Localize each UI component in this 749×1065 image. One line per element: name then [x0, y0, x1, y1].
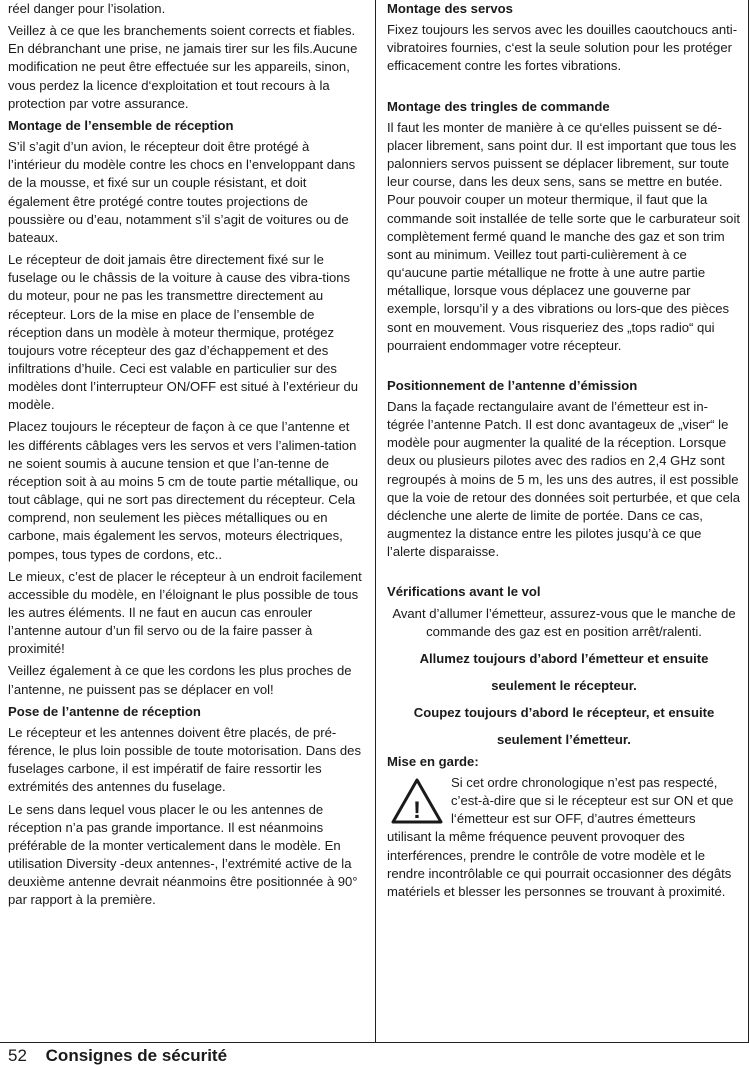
spacer	[387, 359, 741, 377]
column-divider	[375, 0, 376, 1042]
right-column	[387, 0, 741, 905]
instruction-bold: seulement l’émetteur.	[497, 731, 631, 747]
warning-triangle-icon	[391, 778, 443, 824]
page-footer	[8, 1047, 227, 1065]
instruction-bold: seulement le récepteur.	[491, 677, 637, 693]
section-heading-verifications: Vérifications avant le vol	[387, 584, 541, 600]
spacer	[387, 565, 741, 583]
paragraph: Le récepteur de doit jamais être directement fixé sur le fuselage ou le châssis de la voiture à cause des vibra-tions du moteur, pour ne pas les transmettre directement au récepteur. Lors de la mise en place de l’ensemble de réception dans un modèle à moteur thermique, protégez toujours votre récepteur des gaz d’échappement et des infiltrations d’huile. Ceci est valable en particulier sur des modèles dont l’interrupteur ON/OFF est situé à l’extérieur du modèle.	[8, 252, 359, 413]
section-heading-antenne: Pose de l’antenne de réception	[8, 703, 201, 719]
paragraph: Le sens dans lequel vous placer le ou les antennes de réception n’a pas grande importance. Il est néanmoins préférable de la monter verticalement dans le modèle. En utilisation Diversity -deux antennes-, l’extrémité active de la deuxième antenne devrait néanmoins être positionnée à 90° par rapport à la première.	[8, 801, 358, 908]
paragraph: Veillez également à ce que les cordons les plus proches de l’antenne, ne puissent pas se déplacer en vol!	[8, 663, 352, 697]
section-heading-tringles: Montage des tringles de commande	[387, 98, 610, 114]
section-heading-reception: Montage de l’ensemble de réception	[8, 117, 234, 133]
paragraph: Le récepteur et les antennes doivent être placés, de pré-férence, le plus loin possible de toute motorisation. Dans des fuselages carbone, il est impératif de faire ressortir les extrémités des antennes du fuselage.	[8, 724, 362, 795]
paragraph: Si cet ordre chronologique n’est pas respecté, c’est-à-dire que si le récepteur est sur ON et que l‘émetteur est sur OFF, d’autres émetteurs utilisant la même fréquence peuvent provoquer des interférences, prendre le contrôle de votre modèle et le rendre incontrôlable ce qui pourrait occasionner des dégâts matériels et blesser les personnes se trouvant à proximité.	[387, 775, 734, 899]
paragraph: Le mieux, c’est de placer le récepteur à un endroit facilement accessible du modèle, en l’éloignant le plus possible de tous les autres éléments. Il ne faut en aucun cas enrouler l’antenne autour d’un fil servo ou de la faire passer à proximité!	[8, 568, 362, 657]
paragraph: Avant d’allumer l’émetteur, assurez-vous que le manche de commande des gaz est en position arrêt/ralenti.	[392, 605, 736, 639]
paragraph: Il faut les monter de manière à ce qu‘elles puissent se dé-placer librement, sans point dur. Il est important que tous les palonniers servos puissent se déplacer librement, sur toute leur course, dans les deux sens, sans se mettre en butée. Pour pouvoir couper un moteur thermique, il faut que la commande soit installée de telle sorte que le carburateur soit complètement fermé quand le manche des gaz et son trim sont au minimum. Veillez tout parti-culièrement à ce qu‘aucune partie métallique ne frotte à une autre partie métallique, lorsque vous déplacez une gouverne par exemple, lorsqu’il y a des vibrations ou lors-que des pièces sont en mouvement. Vous risqueriez des „tops radio“ qui pourraient endommager votre récepteur.	[387, 119, 740, 353]
paragraph: S’il s’agit d’un avion, le récepteur doit être protégé à l’intérieur du modèle contre les chocs en l’enveloppant dans de la mousse, et fixé sur un couple résistant, et doit également être protégé contre toutes projections de poussière ou d’eau, notamment s’il s’agit de voitures ou de bateaux.	[8, 139, 356, 245]
paragraph: Fixez toujours les servos avec les douilles caoutchoucs anti-vibratoires fournies, c‘est la seule solution pour les protéger efficacement contre les fortes vibrations.	[387, 22, 738, 74]
section-heading-mise-en-garde: Mise en garde:	[387, 753, 479, 769]
instruction-bold: Coupez toujours d’abord le récepteur, et ensuite	[413, 704, 715, 720]
svg-text:!: !	[413, 797, 421, 824]
warning-block	[387, 774, 741, 901]
paragraph: réel danger pour l’isolation.	[8, 1, 166, 16]
left-column	[8, 0, 366, 914]
footer-rule	[0, 1042, 749, 1043]
paragraph: Veillez à ce que les branchements soient corrects et fiables. En débranchant une prise, ne jamais tirer sur les fils.Aucune modification ne peut être effectuée sur les appareils, sinon, vous perdez la licence d‘exploitation et tout recours à la protection par votre assurance.	[8, 23, 358, 111]
section-heading-emission: Positionnement de l’antenne d’émission	[387, 377, 638, 393]
footer-title: Consignes de sécurité	[45, 1046, 228, 1065]
section-heading-servos: Montage des servos	[387, 1, 513, 16]
page-number: 52	[8, 1046, 27, 1065]
instruction-bold: Allumez toujours d’abord l’émetteur et ensuite	[419, 650, 709, 666]
paragraph: Dans la façade rectangulaire avant de l’émetteur est in-tégrée l’antenne Patch. Il est donc avantageux de „viser“ le modèle pour augmenter la qualité de la réception. Lorsque deux ou plusieurs pilotes avec des radios en 2,4 GHz sont regroupés à moins de 5 m, les uns des autres, il est possible que la voie de retour des données soit perturbée, et que cela déclenche une alerte de limite de portée. Dans ce cas, augmentez la distance entre les pilotes jusqu’à ce que l’alerte disparaisse.	[387, 398, 741, 560]
spacer	[387, 80, 741, 98]
paragraph: Placez toujours le récepteur de façon à ce que l’antenne et les différents câblages vers les servos et vers l’alimen-tation ne soient soumis à aucune tension et que l’an-tenne de réception soit à au moins 5 cm de toute partie métallique, ou tout câblage, qui ne sort pas directement du récepteur. Cela comprend, non seulement les pièces métalliques ou en carbone, mais également les servos, moteurs électriques, pompes, tous types de cordons, etc..	[8, 419, 359, 562]
